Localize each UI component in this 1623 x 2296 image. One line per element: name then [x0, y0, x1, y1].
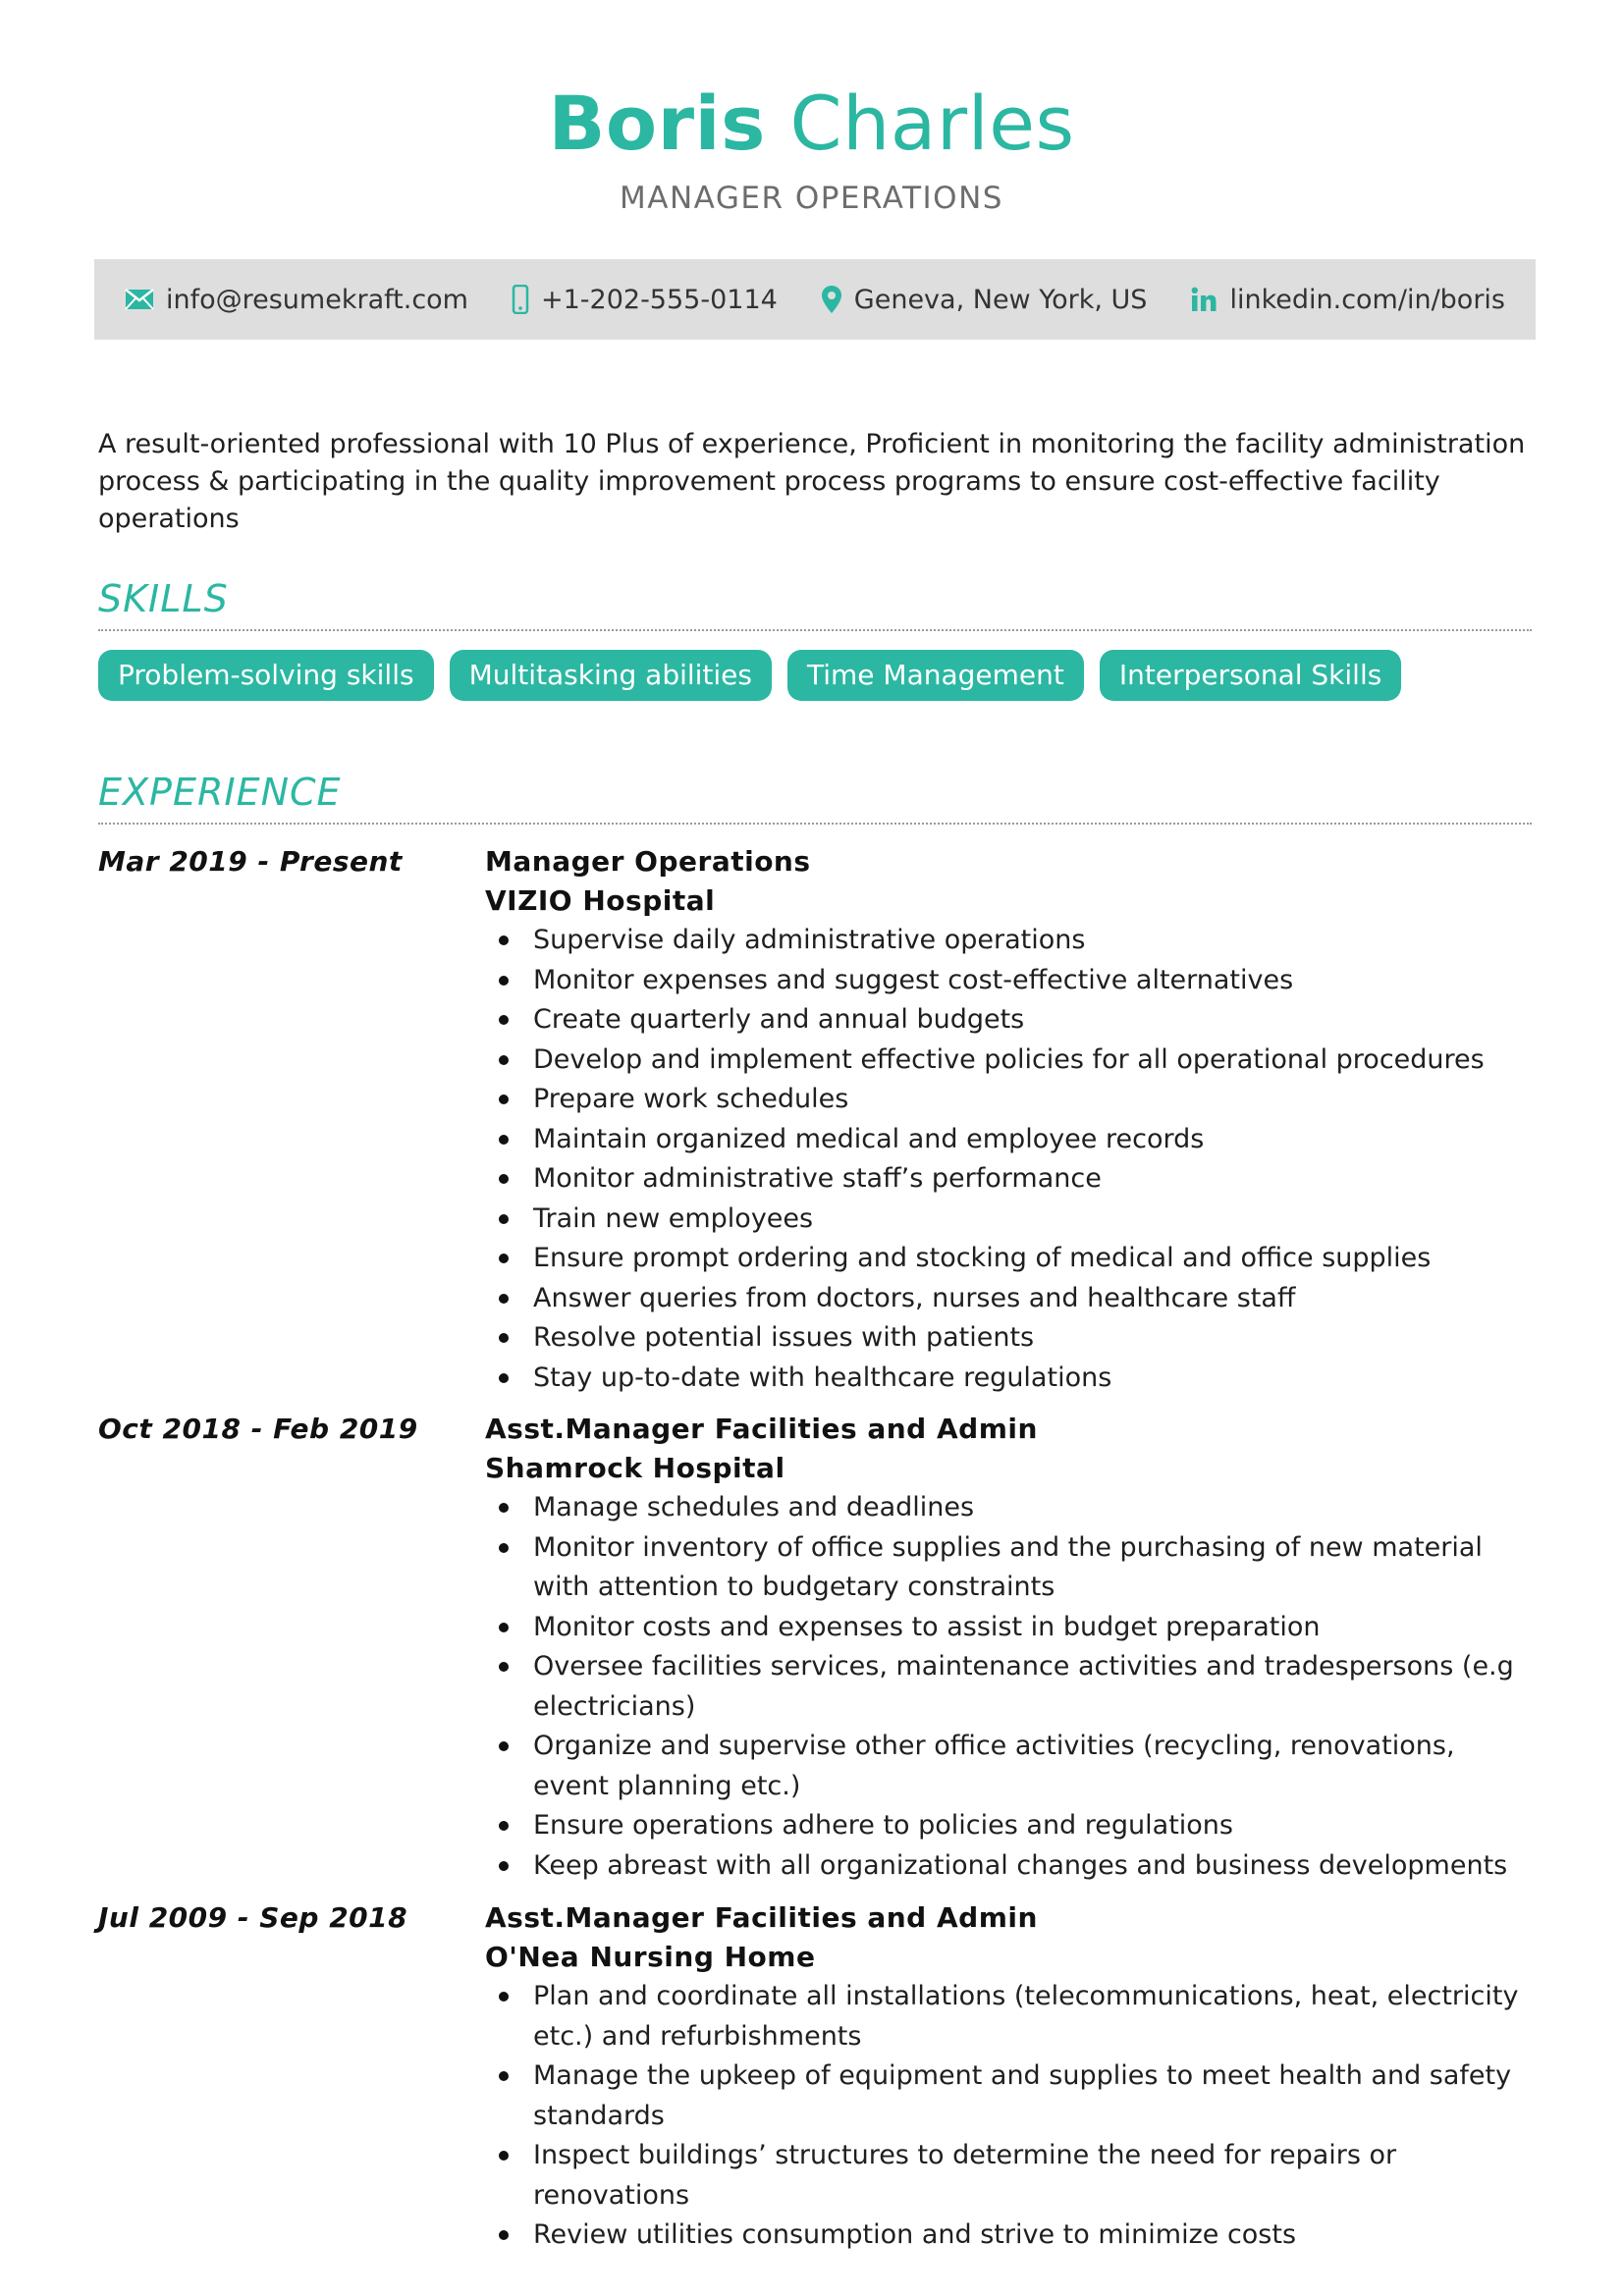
- job-employer: Shamrock Hospital: [485, 1452, 785, 1484]
- list-item: Organize and supervise other office activities (recycling, renovations, event planning etc.): [485, 1727, 1532, 1806]
- list-item: Ensure prompt ordering and stocking of medical and office supplies: [485, 1239, 1532, 1279]
- job-employer: VIZIO Hospital: [485, 884, 716, 917]
- list-item: Prepare work schedules: [485, 1080, 1532, 1120]
- email-text: info@resumekraft.com: [165, 284, 468, 315]
- job-details: [485, 1898, 1532, 2256]
- list-item: Keep abreast with all organizational changes and business developments: [485, 1846, 1532, 1887]
- list-item: Inspect buildings’ structures to determine the need for repairs or renovations: [485, 2136, 1532, 2216]
- list-item: Maintain organized medical and employee records: [485, 1120, 1532, 1160]
- contact-phone[interactable]: [512, 285, 778, 315]
- job-details: [485, 842, 1532, 1398]
- location-text: Geneva, New York, US: [853, 284, 1148, 315]
- list-item: Resolve potential issues with patients: [485, 1318, 1532, 1359]
- job-title: MANAGER OPERATIONS: [620, 181, 1003, 216]
- job-bullets: [485, 1488, 1532, 1886]
- list-item: Ensure operations adhere to policies and regulations: [485, 1806, 1532, 1846]
- last-name: Charles: [789, 80, 1075, 167]
- skills-list: [98, 650, 1401, 701]
- list-item: Monitor costs and expenses to assist in budget preparation: [485, 1608, 1532, 1648]
- experience-divider: [98, 823, 1532, 825]
- list-item: Develop and implement effective policies for all operational procedures: [485, 1041, 1532, 1081]
- phone-icon: [512, 285, 529, 314]
- list-item: Stay up-to-date with healthcare regulations: [485, 1359, 1532, 1399]
- phone-text: +1-202-555-0114: [540, 284, 778, 315]
- list-item: Plan and coordinate all installations (telecommunications, heat, electricity etc.) and refurbishments: [485, 1977, 1532, 2056]
- profile-summary: A result-oriented professional with 10 Plus of experience, Proficient in monitoring the facility administration process & participating in the quality improvement process programs to ensure cost-effective facility operations: [98, 429, 1526, 534]
- list-item: Manage the upkeep of equipment and supplies to meet health and safety standards: [485, 2056, 1532, 2136]
- list-item: Monitor inventory of office supplies and the purchasing of new material with attention to budgetary constraints: [485, 1528, 1532, 1608]
- skills-heading: SKILLS: [98, 577, 229, 620]
- experience-heading: EXPERIENCE: [98, 771, 342, 814]
- candidate-name: [0, 77, 1623, 171]
- job-employer: O'Nea Nursing Home: [485, 1941, 816, 1973]
- job-bullets: [485, 1977, 1532, 2256]
- first-name: Boris: [548, 80, 766, 167]
- skill-pill: Interpersonal Skills: [1100, 650, 1401, 701]
- list-item: Answer queries from doctors, nurses and healthcare staff: [485, 1279, 1532, 1319]
- contact-linkedin[interactable]: [1190, 285, 1505, 315]
- job-dates: Jul 2009 - Sep 2018: [98, 1901, 408, 1934]
- list-item: Oversee facilities services, maintenance activities and tradespersons (e.g electricians): [485, 1647, 1532, 1727]
- list-item: Monitor administrative staff’s performance: [485, 1159, 1532, 1200]
- skills-divider: [98, 629, 1532, 631]
- linkedin-icon: [1190, 286, 1217, 313]
- job-details: [485, 1410, 1532, 1886]
- linkedin-text: linkedin.com/in/boris: [1229, 284, 1505, 315]
- contact-bar: [94, 259, 1536, 340]
- list-item: Train new employees: [485, 1200, 1532, 1240]
- job-position: Asst.Manager Facilities and Admin: [485, 1413, 1038, 1445]
- skill-pill: Problem-solving skills: [98, 650, 434, 701]
- list-item: Supervise daily administrative operations: [485, 921, 1532, 961]
- job-dates: Oct 2018 - Feb 2019: [98, 1413, 418, 1445]
- contact-location: [821, 285, 1148, 315]
- job-position: Asst.Manager Facilities and Admin: [485, 1901, 1038, 1934]
- skill-pill: Time Management: [787, 650, 1084, 701]
- list-item: Monitor expenses and suggest cost-effective alternatives: [485, 961, 1532, 1001]
- map-pin-icon: [821, 285, 842, 314]
- list-item: Manage schedules and deadlines: [485, 1488, 1532, 1528]
- envelope-icon: [125, 289, 154, 310]
- contact-email[interactable]: [125, 285, 468, 315]
- job-dates: Mar 2019 - Present: [98, 845, 403, 878]
- job-position: Manager Operations: [485, 845, 811, 878]
- list-item: Review utilities consumption and strive to minimize costs: [485, 2216, 1532, 2256]
- job-bullets: [485, 921, 1532, 1398]
- skill-pill: Multitasking abilities: [450, 650, 772, 701]
- list-item: Create quarterly and annual budgets: [485, 1000, 1532, 1041]
